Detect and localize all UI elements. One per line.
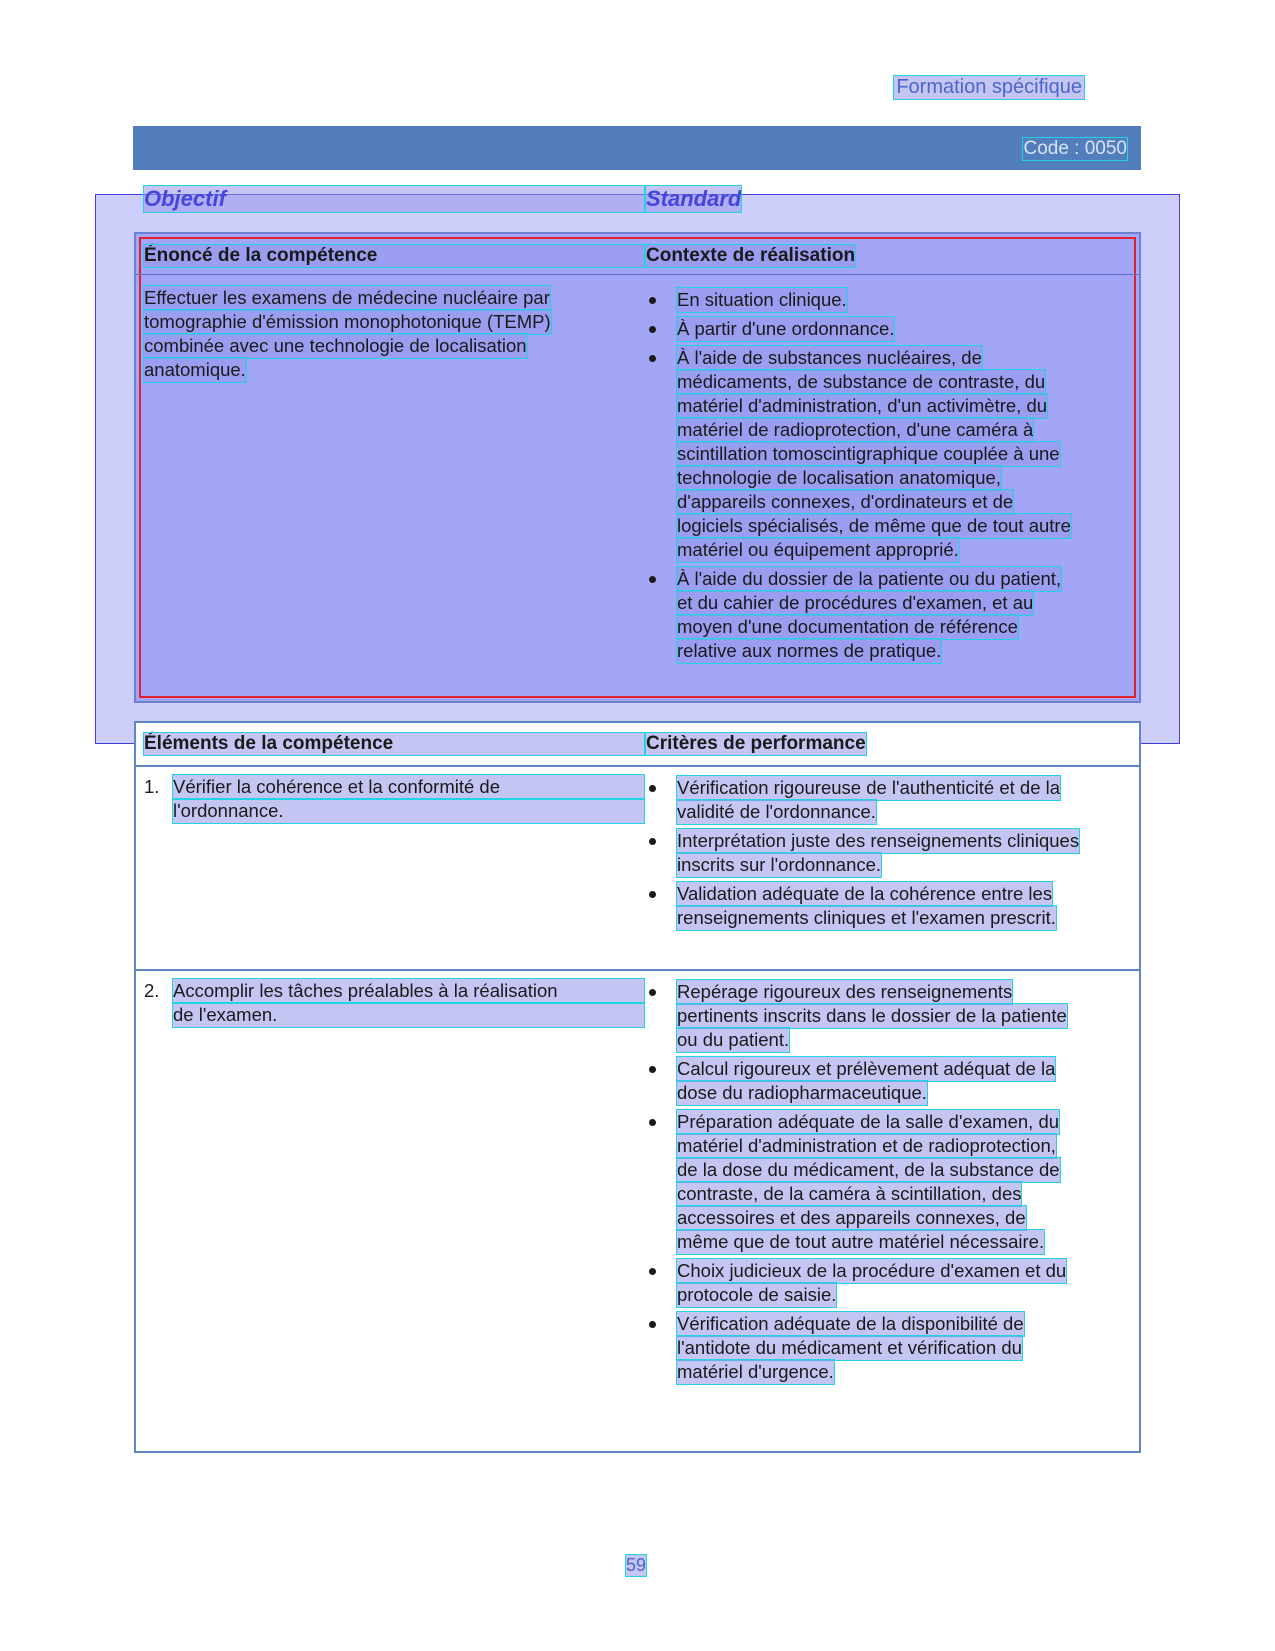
bullet-line: matériel de radioprotection, d'une caméra à [677, 419, 1034, 440]
bullet-dot [649, 891, 656, 898]
bullet-line: Choix judicieux de la procédure d'examen et du [677, 1260, 1067, 1281]
bullet-line: accessoires et des appareils connexes, de [677, 1207, 1026, 1228]
bullet-dot [649, 576, 656, 583]
enonce-line: anatomique. [144, 359, 246, 380]
bullet-dot [649, 989, 656, 996]
bullet-line: ou du patient. [677, 1029, 790, 1050]
bullet-line: scintillation tomoscintigraphique couplée à une [677, 443, 1060, 464]
enonce-line: tomographie d'émission monophotonique (TEMP) [144, 311, 551, 332]
card-header-divider [136, 274, 1139, 275]
enonce-line: combinée avec une technologie de localisation [144, 335, 527, 356]
bullet-line: pertinents inscrits dans le dossier de la patiente [677, 1005, 1067, 1026]
enonce-heading: Énoncé de la compétence [144, 245, 644, 267]
bullet-item [646, 1057, 1131, 1105]
bullet-line: protocole de saisie. [677, 1284, 837, 1305]
bullet-line: d'appareils connexes, d'ordinateurs et de [677, 491, 1014, 512]
criteres-list-1 [646, 776, 1131, 935]
bullet-line: et du cahier de procédures d'examen, et au [677, 592, 1034, 613]
element-line: de l'examen. [173, 1003, 644, 1027]
criteres-heading: Critères de performance [646, 733, 866, 754]
bullet-line: Validation adéquate de la cohérence entre les [677, 883, 1053, 904]
bullet-item [646, 980, 1131, 1052]
bullet-dot [649, 1119, 656, 1126]
bullet-item [646, 1312, 1131, 1384]
bullet-line: Calcul rigoureux et prélèvement adéquat de la [677, 1058, 1056, 1079]
document-header-label: Formation spécifique [896, 76, 1082, 98]
header-band [133, 126, 1141, 170]
bullet-item [646, 317, 1126, 341]
bullet-dot [649, 785, 656, 792]
bullet-line: de la dose du médicament, de la substance de [677, 1159, 1060, 1180]
bullet-item [646, 1110, 1131, 1254]
bullet-line: contraste, de la caméra à scintillation, des [677, 1183, 1022, 1204]
element-item-1 [144, 775, 644, 823]
bullet-dot [649, 1321, 656, 1328]
bullet-line: À l'aide de substances nucléaires, de [677, 347, 982, 368]
elements-heading: Éléments de la compétence [144, 733, 644, 755]
contexte-heading: Contexte de réalisation [646, 245, 856, 266]
bullet-dot [649, 326, 656, 333]
bullet-line: relative aux normes de pratique. [677, 640, 942, 661]
card-header-divider [136, 765, 1139, 767]
bullet-line: Préparation adéquate de la salle d'examen, du [677, 1111, 1060, 1132]
objectif-title: Objectif [144, 186, 644, 212]
bullet-line: matériel d'urgence. [677, 1361, 834, 1382]
bullet-line: Vérification adéquate de la disponibilité de [677, 1313, 1024, 1334]
bullet-item [646, 829, 1131, 877]
bullet-dot [649, 355, 656, 362]
bullet-line: moyen d'une documentation de référence [677, 616, 1018, 637]
bullet-line: renseignements cliniques et l'examen prescrit. [677, 907, 1056, 928]
criteres-list-2 [646, 980, 1131, 1389]
bullet-line: logiciels spécialisés, de même que de tout autre [677, 515, 1071, 536]
bullet-item [646, 346, 1126, 562]
element-item-2 [144, 979, 644, 1027]
bullet-item [646, 776, 1131, 824]
bullet-item [646, 567, 1126, 663]
bullet-line: matériel d'administration et de radioprotection, [677, 1135, 1056, 1156]
bullet-line: validité de l'ordonnance. [677, 801, 876, 822]
code-label: Code : 0050 [1023, 138, 1127, 159]
element-line: l'ordonnance. [173, 799, 644, 823]
bullet-line: Vérification rigoureuse de l'authenticité et de la [677, 777, 1061, 798]
bullet-line: À l'aide du dossier de la patiente ou du patient, [677, 568, 1062, 589]
bullet-item [646, 288, 1126, 312]
bullet-item [646, 882, 1131, 930]
bullet-line: En situation clinique. [677, 289, 847, 310]
bullet-line: même que de tout autre matériel nécessaire. [677, 1231, 1045, 1252]
enonce-line: Effectuer les examens de médecine nucléaire par [144, 287, 550, 308]
element-number: 1. [144, 776, 160, 797]
row-divider [136, 969, 1139, 971]
bullet-dot [649, 297, 656, 304]
bullet-dot [649, 838, 656, 845]
bullet-dot [649, 1066, 656, 1073]
element-line: Accomplir les tâches préalables à la réalisation [173, 979, 644, 1003]
bullet-line: matériel ou équipement approprié. [677, 539, 959, 560]
bullet-line: matériel d'administration, d'un activimètre, du [677, 395, 1048, 416]
page-number: 59 [626, 1555, 647, 1575]
element-line: Vérifier la cohérence et la conformité de [173, 775, 644, 799]
standard-title: Standard [646, 186, 742, 211]
contexte-list [646, 288, 1126, 668]
enonce-text [144, 286, 551, 382]
bullet-line: inscrits sur l'ordonnance. [677, 854, 882, 875]
bullet-line: Interprétation juste des renseignements cliniques [677, 830, 1080, 851]
bullet-line: Repérage rigoureux des renseignements [677, 981, 1013, 1002]
bullet-line: dose du radiopharmaceutique. [677, 1082, 927, 1103]
bullet-dot [649, 1268, 656, 1275]
bullet-line: À partir d'une ordonnance. [677, 318, 895, 339]
bullet-line: médicaments, de substance de contraste, du [677, 371, 1046, 392]
bullet-item [646, 1259, 1131, 1307]
bullet-line: technologie de localisation anatomique, [677, 467, 1001, 488]
bullet-line: l'antidote du médicament et vérification du [677, 1337, 1022, 1358]
element-number: 2. [144, 980, 160, 1001]
